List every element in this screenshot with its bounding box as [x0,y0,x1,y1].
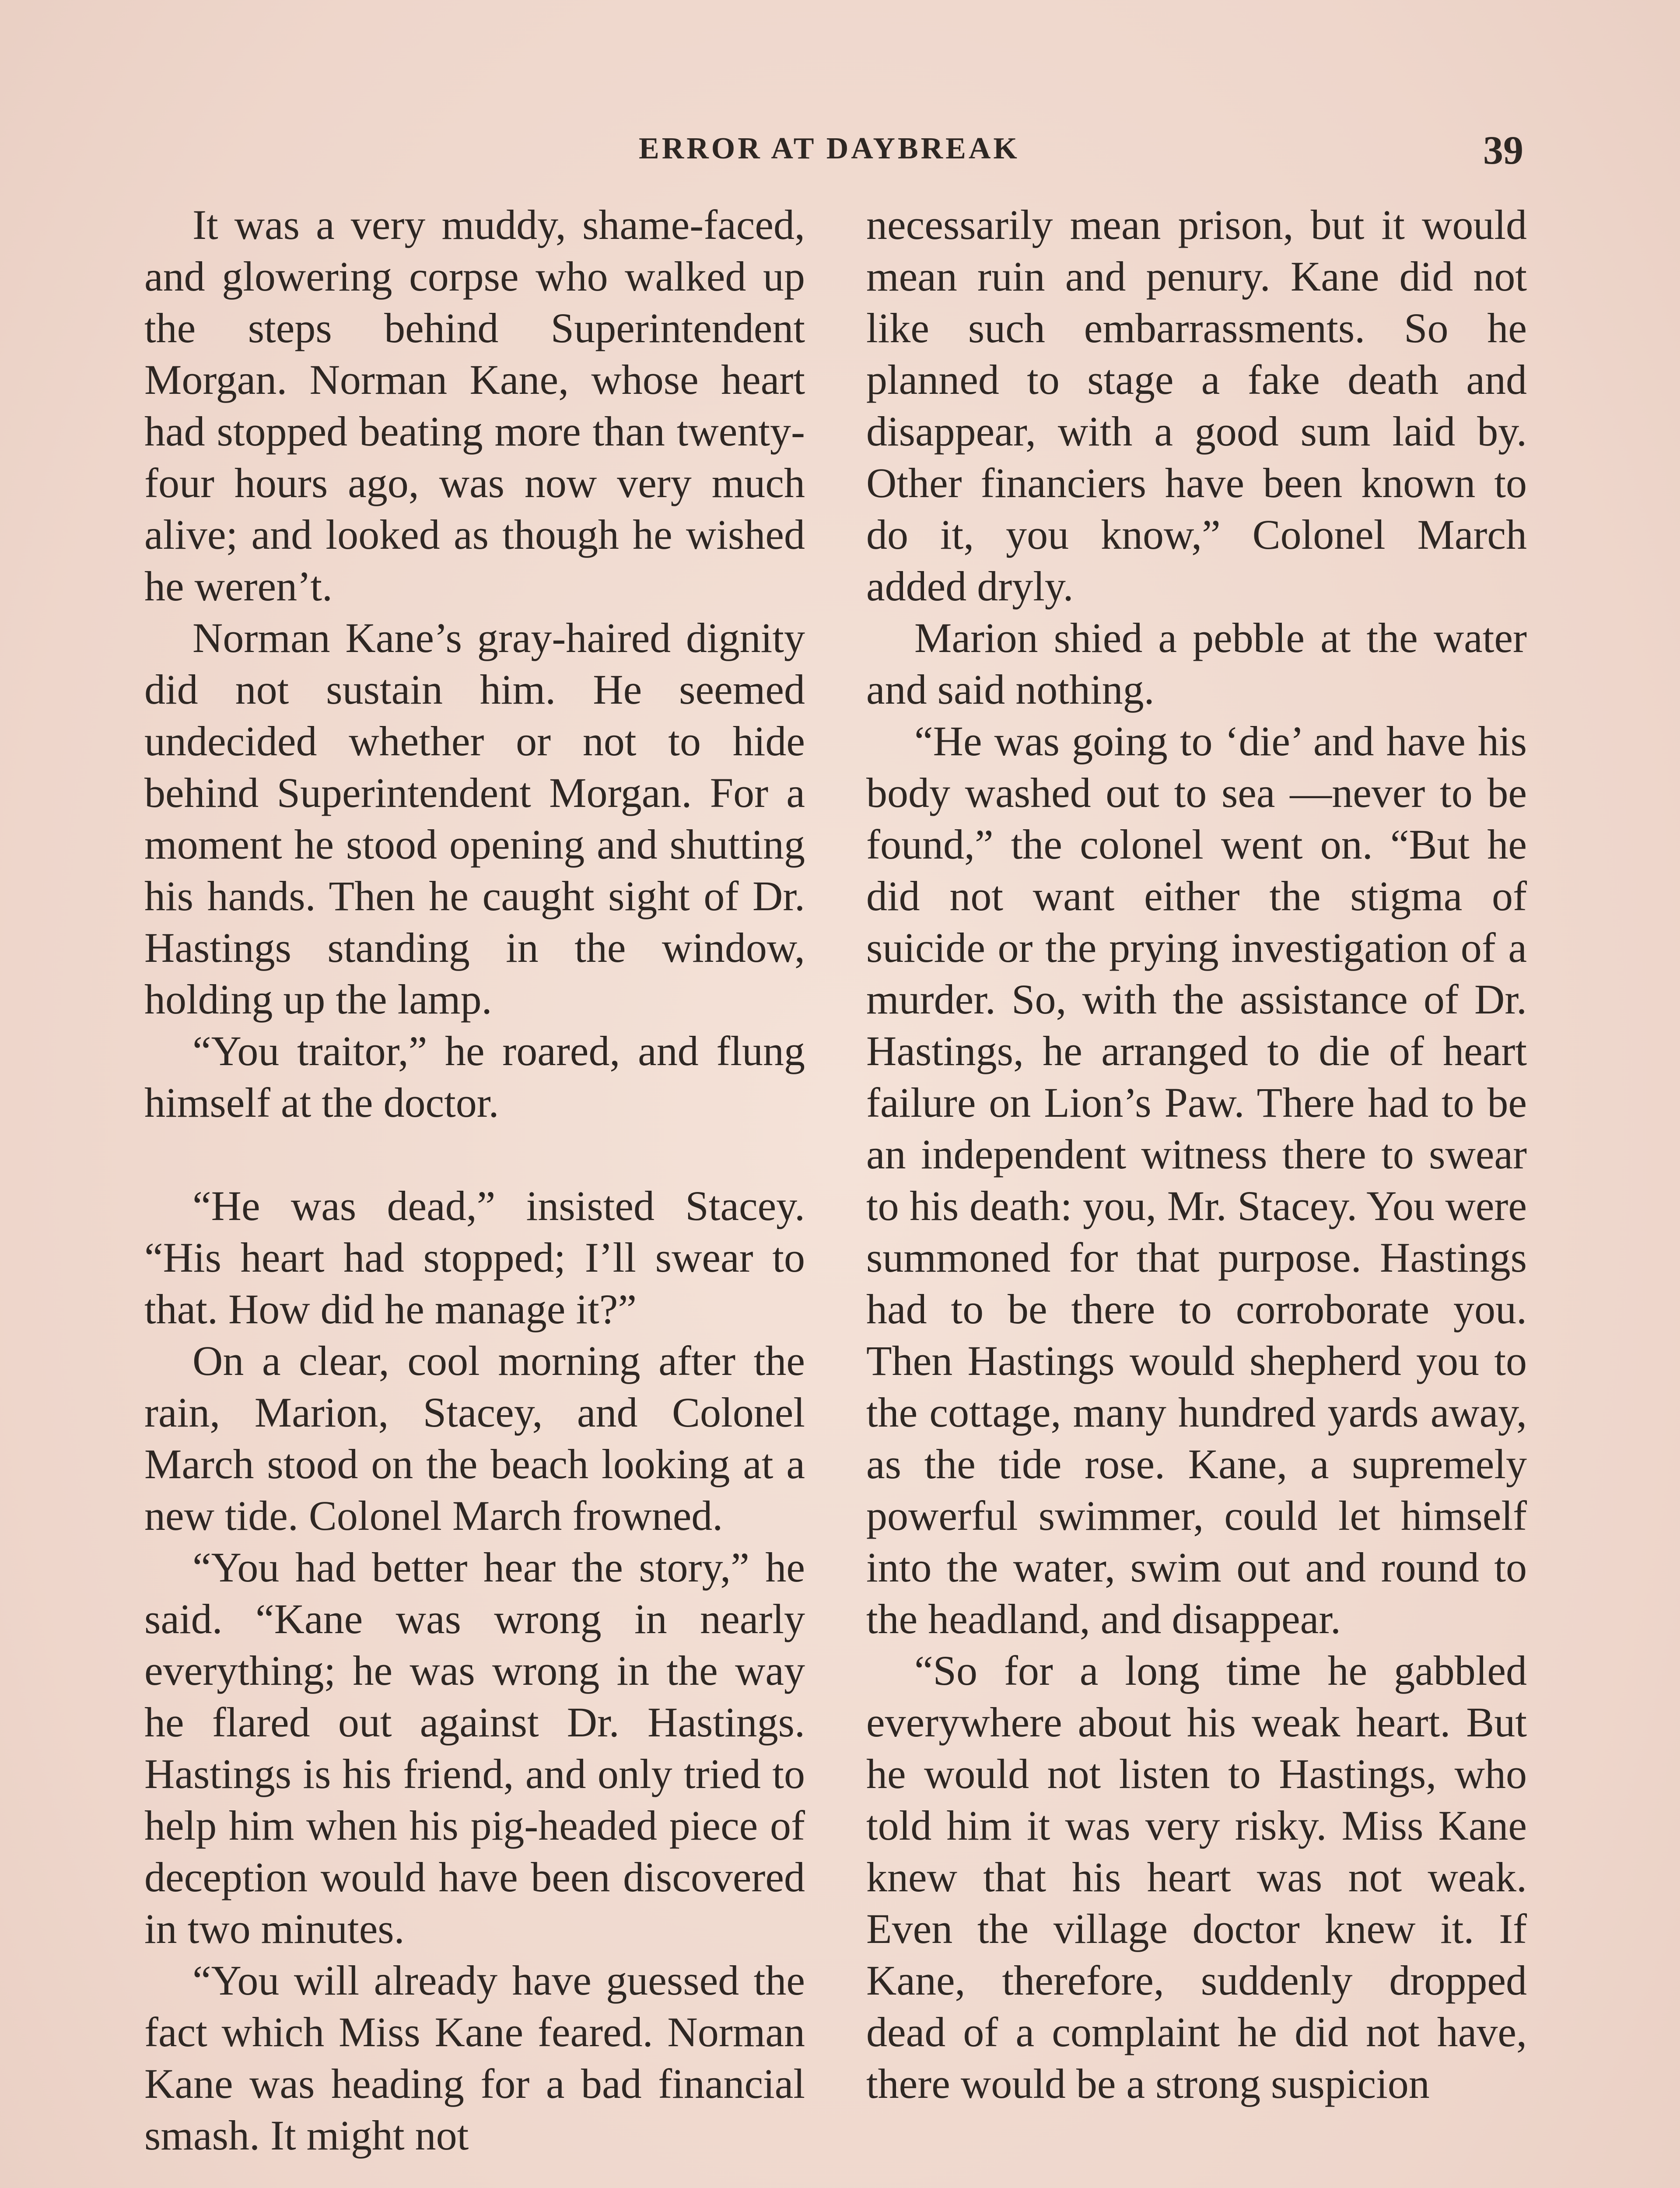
paragraph: It was a very muddy, shame-faced, and glowering corpse who walked up the steps behind Superintendent Morgan. Norman Kane, whose heart had stopped beating more than twenty-four hours ago, was now very much alive; and looked as though he wished he weren’t. [144,201,805,610]
paragraph: “So for a long time he gabbled everywhere about his weak heart. But he would not listen to Hastings, who told him it was very risky. Miss Kane knew that his heart was not weak. Even the village doctor knew it. If Kane, therefore, suddenly dropped dead of a complaint he did not have, there would be a strong suspicion [866,1647,1527,2107]
right-column [866,199,1527,2110]
paragraph: “You had better hear the story,” he said. “Kane was wrong in nearly everything; he was wrong in the way he flared out against Dr. Hastings. Hastings is his friend, and only tried to help him when his pig-headed piece of deception would have been discovered in two minutes. [144,1544,805,1952]
left-column [144,199,805,2161]
paragraph: “He was dead,” insisted Stacey. “His heart had stopped; I’ll swear to that. How did he manage it?” [144,1182,805,1332]
paragraph: necessarily mean prison, but it would mean ruin and penury. Kane did not like such embarrassments. So he planned to stage a fake death and disappear, with a good sum laid by. Other financiers have been known to do it, you know,” Colonel March added dryly. [866,201,1527,610]
paragraph: On a clear, cool morning after the rain, Marion, Stacey, and Colonel March stood on the beach looking at a new tide. Colonel March frowned. [144,1337,805,1539]
paragraph: “He was going to ‘die’ and have his body washed out to sea —never to be found,” the colonel went on. “But he did not want either the stigma of suicide or the prying investigation of a murder. So, with the assistance of Dr. Hastings, he arranged to die of heart failure on Lion’s Paw. There had to be an independent witness there to swear to his death: you, Mr. Stacey. You were summoned for that purpose. Hastings had to be there to corroborate you. Then Hastings would shepherd you to the cottage, many hundred yards away, as the tide rose. Kane, a supremely powerful swimmer, could let himself into the water, swim out and round to the headland, and disappear. [866,718,1527,1642]
running-title: ERROR AT DAYBREAK [639,132,1020,165]
page-number: 39 [1483,128,1523,172]
paragraph: “You will already have guessed the fact which Miss Kane feared. Norman Kane was heading for a bad financial smash. It might not [144,1957,805,2159]
paragraph: “You traitor,” he roared, and flung himself at the doctor. [144,1027,805,1126]
paragraph: Norman Kane’s gray-haired dignity did not sustain him. He seemed undecided whether or not to hide behind Superintendent Morgan. For a moment he stood opening and shutting his hands. Then he caught sight of Dr. Hastings standing in the window, holding up the lamp. [144,614,805,1023]
paragraph: Marion shied a pebble at the water and said nothing. [866,614,1527,713]
